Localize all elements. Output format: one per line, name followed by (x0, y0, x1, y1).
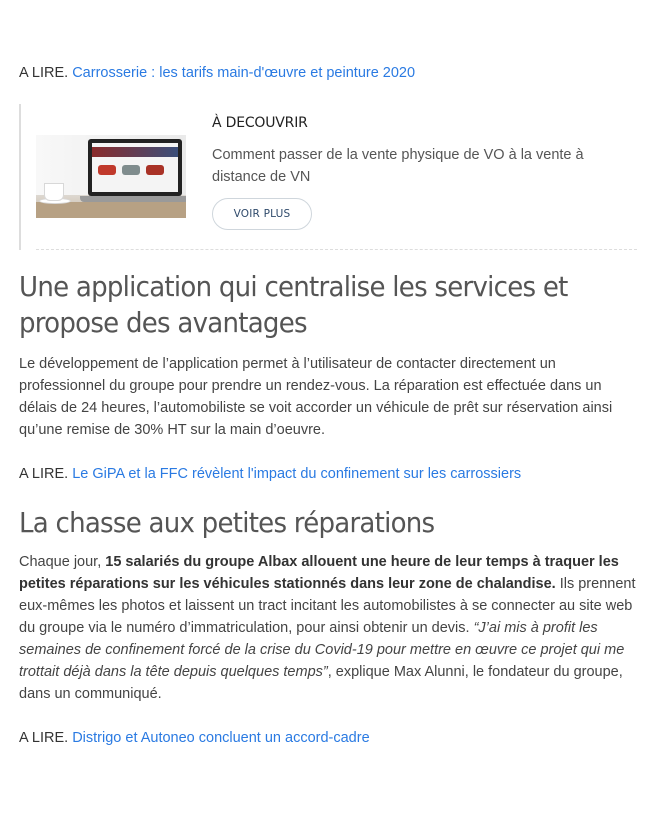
discover-promo-box (19, 104, 637, 250)
para-intro: Chaque jour, (19, 554, 106, 570)
promo-left-border (19, 104, 21, 250)
section-heading-repairs: La chasse aux petites réparations (19, 506, 435, 539)
read-also-3 (19, 728, 370, 748)
section-paragraph-repairs (19, 551, 641, 705)
read-also-2 (19, 464, 521, 484)
section-heading-application: Une application qui centralise les services et propose des avantages (19, 270, 568, 339)
laptop-showroom-image[interactable] (36, 135, 186, 218)
read-also-link-distrigo[interactable]: Distrigo et Autoneo concluent un accord-cadre (72, 730, 370, 746)
para-middle: Ils prennent eux-mêmes les photos et laissent un tract incitant les automobilistes à se connecter au site web du groupe via le numéro d’immatriculation, pour ainsi obtenir un devis. (19, 576, 636, 636)
para-quote: “J’ai mis à profit les semaines de confinement forcé de la crise du Covid-19 pour mettre en œuvre ce projet qui me trottait déjà dans la tête depuis quelques temps” (19, 620, 625, 680)
promo-kicker: À DECOUVRIR (212, 115, 308, 131)
read-also-link-gipa[interactable]: Le GiPA et la FFC révèlent l'impact du confinement sur les carrossiers (72, 466, 522, 482)
read-also-prefix: A LIRE. (19, 466, 69, 482)
promo-divider (36, 249, 637, 250)
section-paragraph-application: Le développement de l’application permet à l’utilisateur de contacter directement un professionnel du groupe pour prendre un rendez-vous. La réparation est effectuée dans un délais de 24 heures, l’automobiliste se voit accorder un véhicule de prêt sur réservation ainsi qu’une remise de 30% HT sur la main d’oeuvre. (19, 356, 613, 438)
para-end: , explique Max Alunni, le fondateur du groupe, dans un communiqué. (19, 664, 623, 702)
see-more-button[interactable]: VOIR PLUS (212, 198, 312, 230)
para-bold: 15 salariés du groupe Albax allouent une heure de leur temps à traquer les petites réparations sur les véhicules stationnés dans leur zone de chalandise. (19, 554, 619, 592)
promo-title-link[interactable]: Comment passer de la vente physique de VO à la vente à distance de VN (212, 147, 584, 185)
read-also-link-carrosserie[interactable]: Carrosserie : les tarifs main-d'œuvre et peinture 2020 (72, 65, 416, 81)
read-also-prefix: A LIRE. (19, 730, 69, 746)
read-also-1 (19, 63, 415, 83)
read-also-prefix: A LIRE. (19, 65, 69, 81)
